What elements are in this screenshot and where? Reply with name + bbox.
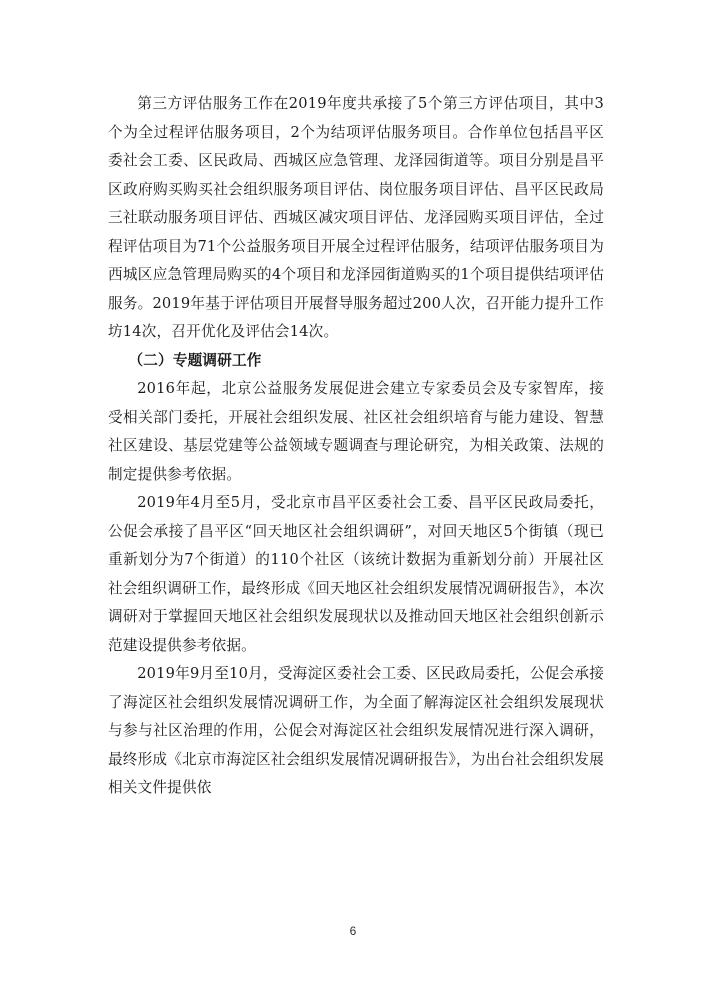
paragraph-expert-committee: 2016年起，北京公益服务发展促进会建立专家委员会及专家智库，接受相关部门委托，开展社会组织发展、社区社会组织培育与能力建设、智慧社区建设、基层党建等公益领域专题调查与理论研究，为相关政策、法规的制定提供参考依据。 <box>108 380 604 483</box>
paragraph-huitian-research: 2019年4月至5月，受北京市昌平区委社会工委、昌平区民政局委托，公促会承接了昌平区“回天地区社会组织调研”，对回天地区5个街镇（现已重新划分为7个街道）的110个社区（该统计数据为重新划分前）开展社区社会组织调研工作，最终形成《回天地区社会组织发展情况调研报告》，本次调研对于掌握回天地区社会组织发展现状以及推动回天地区社会组织创新示范建设提供参考依据。 <box>108 494 604 654</box>
paragraph-third-party-evaluation: 第三方评估服务工作在2019年度共承接了5个第三方评估项目，其中3个为全过程评估服务项目，2个为结项评估服务项目。合作单位包括昌平区委社会工委、区民政局、西城区应急管理、龙泽园街道等。项目分别是昌平区政府购买购买社会组织服务项目评估、岗位服务项目评估、昌平区民政局三社联动服务项目评估、西城区减灾项目评估、龙泽园购买项目评估，全过程评估项目为71个公益服务项目开展全过程评估服务，结项评估服务项目为西城区应急管理局购买的4个项目和龙泽园街道购买的1个项目提供结项评估服务。2019年基于评估项目开展督导服务超过200人次，召开能力提升工作坊14次，召开优化及评估会14次。 <box>108 95 604 340</box>
paragraph-haidian-research: 2019年9月至10月，受海淀区委社会工委、区民政局委托，公促会承接了海淀区社会组织发展情况调研工作，为全面了解海淀区社会组织发展现状与参与社区治理的作用，公促会对海淀区社会组织发展情况进行深入调研，最终形成《北京市海淀区社会组织发展情况调研报告》，为出台社会组织发展相关文件提供依 <box>108 665 604 796</box>
page-number: 6 <box>349 924 357 938</box>
section-heading-special-research: （二）专题调研工作 <box>128 351 262 369</box>
page-content <box>108 90 604 803</box>
